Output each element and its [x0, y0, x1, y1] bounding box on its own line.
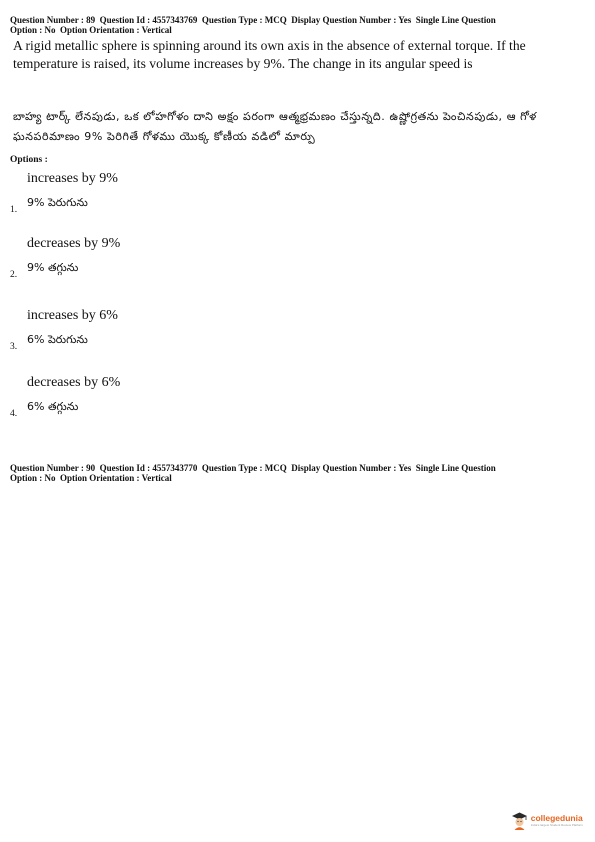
brand-name: collegedunia — [530, 813, 583, 823]
question-89-header — [10, 15, 585, 35]
option-text-english: decreases by 6% — [27, 375, 121, 390]
option-number: 3. — [10, 342, 18, 352]
option-text-telugu: 6% తగ్గును — [27, 400, 79, 413]
brand-tagline: India's largest Student Review Platform — [530, 823, 583, 827]
option-text-english: increases by 9% — [27, 171, 118, 186]
question-text-telugu: బాహ్య టార్క్ లేనపుడు, ఒక లోహగోళం దాని అక్షం పరంగా ఆత్మభ్రమణం చేస్తున్నది. ఉష్ణోగ్రతను పెంచినపుడు, ఆ గోళ ఘనపరిమాణం 9% పెరిగితే గోళము యొక్క కోణీయ వడిలో మార్పు — [13, 110, 537, 143]
option-number: 1. — [10, 205, 18, 215]
option-text-telugu: 9% తగ్గును — [27, 261, 79, 274]
option-meta-line: Option : No Option Orientation : Vertical — [10, 473, 172, 483]
question-meta-line: Question Number : 90 Question Id : 4557343770 Question Type : MCQ Display Question Number : Yes Single Line Question — [10, 463, 496, 473]
question-90-header — [10, 463, 585, 483]
option-text-english: decreases by 9% — [27, 236, 121, 251]
option-number: 2. — [10, 270, 18, 280]
option-text-telugu: 6% పెరుగును — [27, 333, 88, 346]
collegedunia-watermark — [511, 811, 583, 830]
option-text-english: increases by 6% — [27, 308, 118, 323]
graduate-mascot-icon — [511, 811, 528, 830]
question-text-english: A rigid metallic sphere is spinning around its own axis in the absence of external torque. If the temperature is raised, its volume increases by 9%. The change in its angular speed is — [13, 38, 526, 71]
option-meta-line: Option : No Option Orientation : Vertical — [10, 25, 172, 35]
option-text-telugu: 9% పెరుగును — [27, 196, 88, 209]
options-label: Options : — [10, 155, 48, 165]
option-number: 4. — [10, 409, 18, 419]
question-meta-line: Question Number : 89 Question Id : 4557343769 Question Type : MCQ Display Question Number : Yes Single Line Question — [10, 15, 496, 25]
